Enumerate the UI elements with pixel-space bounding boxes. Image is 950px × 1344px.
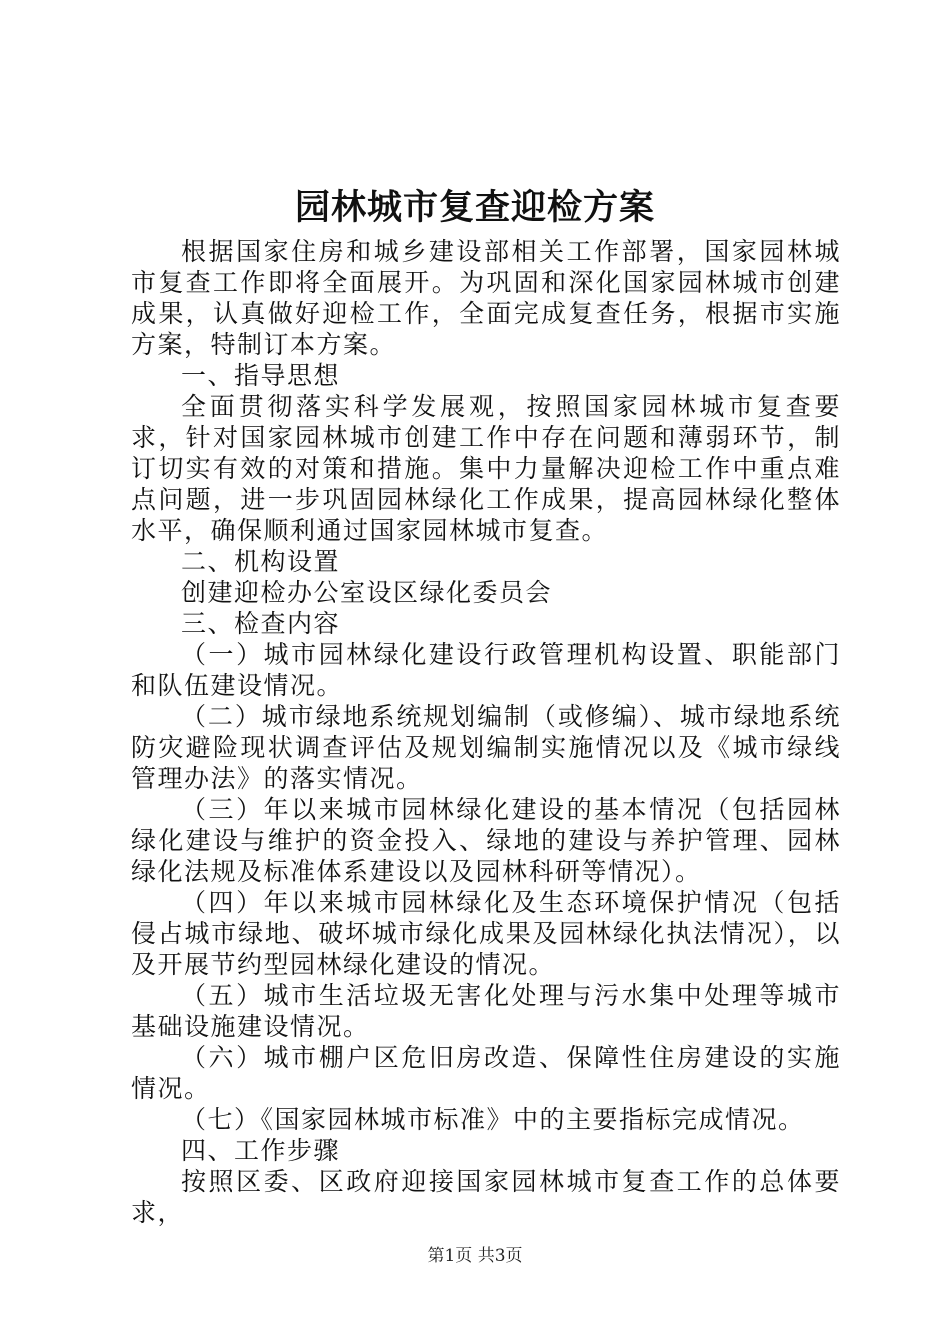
organization-paragraph: 创建迎检办公室设区绿化委员会 [181, 578, 553, 607]
inspection-item-5: （五）城市生活垃圾无害化处理与污水集中处理等城市基础设施建设情况。 [131, 981, 841, 1041]
inspection-item-7: （七）《国家园林城市标准》中的主要指标完成情况。 [181, 1105, 805, 1134]
document-title: 园林城市复查迎检方案 [294, 187, 655, 228]
work-steps-paragraph: 按照区委、区政府迎接国家园林城市复查工作的总体要求， [131, 1167, 841, 1227]
inspection-item-4: （四）年以来城市园林绿化及生态环境保护情况（包括侵占城市绿地、破坏城市绿化成果及园林绿化执法情况），以及开展节约型园林绿化建设的情况。 [131, 888, 841, 979]
inspection-item-2: （二）城市绿地系统规划编制（或修编）、城市绿地系统防灾避险现状调查评估及规划编制实施情况以及《城市绿线管理办法》的落实情况。 [131, 702, 841, 793]
inspection-item-6: （六）城市棚户区危旧房改造、保障性住房建设的实施情况。 [131, 1043, 841, 1103]
section-heading-guiding-thought: 一、指导思想 [181, 361, 341, 390]
document-body [131, 236, 841, 1228]
intro-paragraph: 根据国家住房和城乡建设部相关工作部署，国家园林城市复查工作即将全面展开。为巩固和深化国家园林城市创建成果，认真做好迎检工作，全面完成复查任务，根据市实施方案，特制订本方案。 [131, 237, 841, 359]
page-number-footer: 第1页 共3页 [427, 1246, 523, 1266]
section-heading-organization: 二、机构设置 [181, 547, 341, 576]
inspection-item-3: （三）年以来城市园林绿化建设的基本情况（包括园林绿化建设与维护的资金投入、绿地的建设与养护管理、园林绿化法规及标准体系建设以及园林科研等情况）。 [131, 795, 841, 886]
section-heading-inspection-content: 三、检查内容 [181, 609, 341, 638]
inspection-item-1: （一）城市园林绿化建设行政管理机构设置、职能部门和队伍建设情况。 [131, 640, 841, 700]
guiding-thought-paragraph: 全面贯彻落实科学发展观，按照国家园林城市复查要求，针对国家园林城市创建工作中存在问题和薄弱环节，制订切实有效的对策和措施。集中力量解决迎检工作中重点难点问题，进一步巩固园林绿化工作成果，提高园林绿化整体水平，确保顺利通过国家园林城市复查。 [131, 392, 841, 545]
section-heading-work-steps: 四、工作步骤 [181, 1136, 341, 1165]
